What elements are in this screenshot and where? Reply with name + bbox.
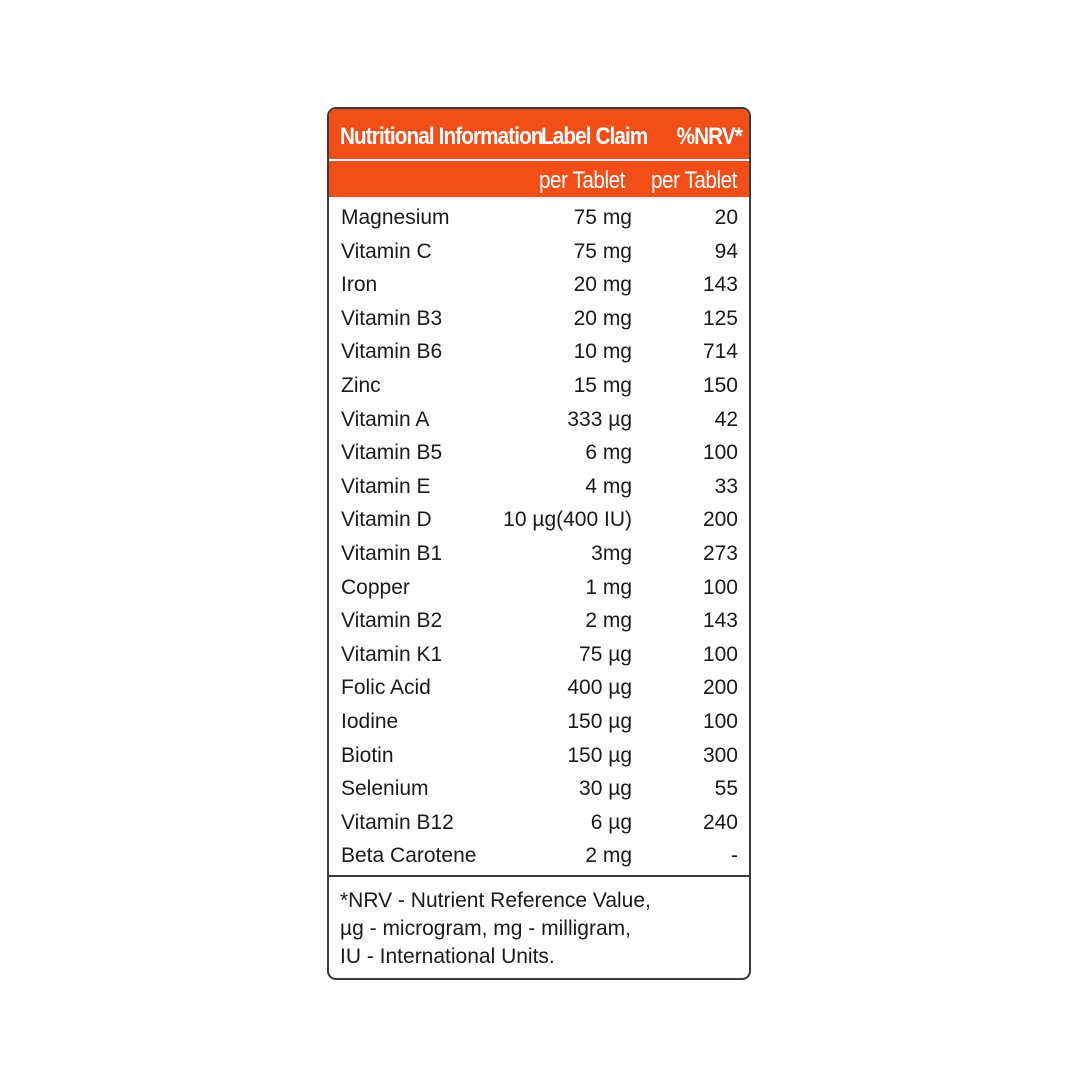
table-row	[329, 536, 749, 570]
nutrient-rows	[329, 200, 749, 872]
header-row	[329, 109, 749, 159]
footnote	[340, 887, 741, 971]
nrv-value: 143	[702, 273, 738, 297]
label-claim-value: 6 µg	[590, 810, 632, 834]
table-row	[329, 570, 749, 604]
label-claim-value: 150 µg	[567, 709, 632, 733]
table-header	[329, 109, 749, 197]
label-claim-value: 20 mg	[573, 306, 632, 330]
table-row	[329, 435, 749, 469]
table-row	[329, 738, 749, 772]
nrv-value: 200	[702, 676, 738, 700]
label-claim-value: 400 µg	[567, 676, 632, 700]
nutrient-name: Iodine	[341, 709, 399, 733]
label-claim-value: 4 mg	[585, 474, 632, 498]
footnote-line: *NRV - Nutrient Reference Value,	[340, 889, 651, 912]
label-claim-value: 20 mg	[573, 273, 632, 297]
nrv-value: 200	[702, 508, 738, 532]
label-claim-value: 333 µg	[567, 407, 632, 431]
nrv-value: 100	[702, 575, 738, 599]
nrv-value: 20	[714, 206, 738, 229]
nutrient-name: Vitamin B2	[341, 609, 443, 633]
table-row	[329, 502, 749, 536]
label-claim-value: 75 mg	[573, 239, 632, 263]
nrv-value: 94	[714, 239, 738, 263]
label-claim-value: 150 µg	[567, 743, 632, 767]
nutrient-name: Folic Acid	[341, 676, 431, 700]
nutrient-name: Magnesium	[341, 206, 450, 229]
nrv-value: 240	[702, 810, 738, 834]
table-row	[329, 334, 749, 368]
label-claim-value: 10 µg(400 IU)	[503, 508, 632, 532]
nutrition-table	[327, 107, 751, 980]
footnote-line: µg - microgram, mg - milligram,	[340, 917, 631, 940]
nutrient-name: Zinc	[341, 373, 381, 397]
nutrient-name: Selenium	[341, 777, 429, 801]
nrv-value: 42	[714, 407, 738, 431]
nrv-value: 300	[702, 743, 738, 767]
table-row	[329, 469, 749, 503]
table-row	[329, 670, 749, 704]
table-row	[329, 200, 749, 234]
table-row	[329, 805, 749, 839]
nrv-value: 55	[714, 777, 738, 801]
nrv-value: 100	[702, 441, 738, 465]
nutrient-name: Vitamin B5	[341, 441, 443, 465]
header-claim-unit: per Tablet	[539, 167, 625, 194]
label-claim-value: 10 mg	[573, 340, 632, 364]
label-claim-value: 30 µg	[579, 777, 632, 801]
nrv-value: 33	[714, 474, 738, 498]
table-row	[329, 704, 749, 738]
table-row	[329, 402, 749, 436]
header-label-claim: Label Claim	[541, 123, 648, 150]
nutrient-name: Vitamin B3	[341, 306, 443, 330]
table-row	[329, 301, 749, 335]
header-nrv-unit: per Tablet	[651, 167, 737, 194]
nrv-value: 143	[702, 609, 738, 633]
nutrient-name: Vitamin K1	[341, 642, 443, 666]
nutrient-name: Vitamin D	[341, 508, 432, 532]
nutrient-name: Vitamin A	[341, 407, 430, 431]
label-claim-value: 2 mg	[585, 609, 632, 633]
label-claim-value: 75 µg	[579, 642, 632, 666]
table-row	[329, 603, 749, 637]
header-nutrient: Nutritional Information	[340, 123, 543, 150]
nrv-value: -	[731, 844, 738, 868]
nutrient-name: Biotin	[341, 743, 394, 767]
nrv-value: 100	[702, 642, 738, 666]
nrv-value: 125	[702, 306, 738, 330]
table-row	[329, 267, 749, 301]
table-row	[329, 368, 749, 402]
footnote-line: IU - International Units.	[340, 945, 555, 968]
label-claim-value: 2 mg	[585, 844, 632, 868]
label-claim-value: 75 mg	[573, 206, 632, 229]
nutrient-name: Vitamin B6	[341, 340, 443, 364]
nutrient-name: Vitamin B12	[341, 810, 454, 834]
label-claim-value: 15 mg	[573, 373, 632, 397]
table-row	[329, 637, 749, 671]
nutrient-name: Vitamin B1	[341, 541, 443, 565]
header-nrv: %NRV*	[676, 123, 742, 150]
footnote-divider	[329, 875, 749, 877]
label-claim-value: 3mg	[591, 541, 632, 565]
nutrient-name: Vitamin E	[341, 474, 431, 498]
nrv-value: 150	[702, 373, 738, 397]
header-unit-row	[329, 161, 749, 197]
nrv-value: 714	[702, 340, 738, 364]
nutrient-name: Copper	[341, 575, 410, 599]
table-row	[329, 838, 749, 872]
table-row	[329, 771, 749, 805]
nutrient-name: Beta Carotene	[341, 844, 477, 868]
nrv-value: 100	[702, 709, 738, 733]
table-row	[329, 234, 749, 268]
label-claim-value: 6 mg	[585, 441, 632, 465]
nutrient-name: Vitamin C	[341, 239, 432, 263]
label-claim-value: 1 mg	[585, 575, 632, 599]
nutrient-name: Iron	[341, 273, 378, 297]
nrv-value: 273	[702, 541, 738, 565]
